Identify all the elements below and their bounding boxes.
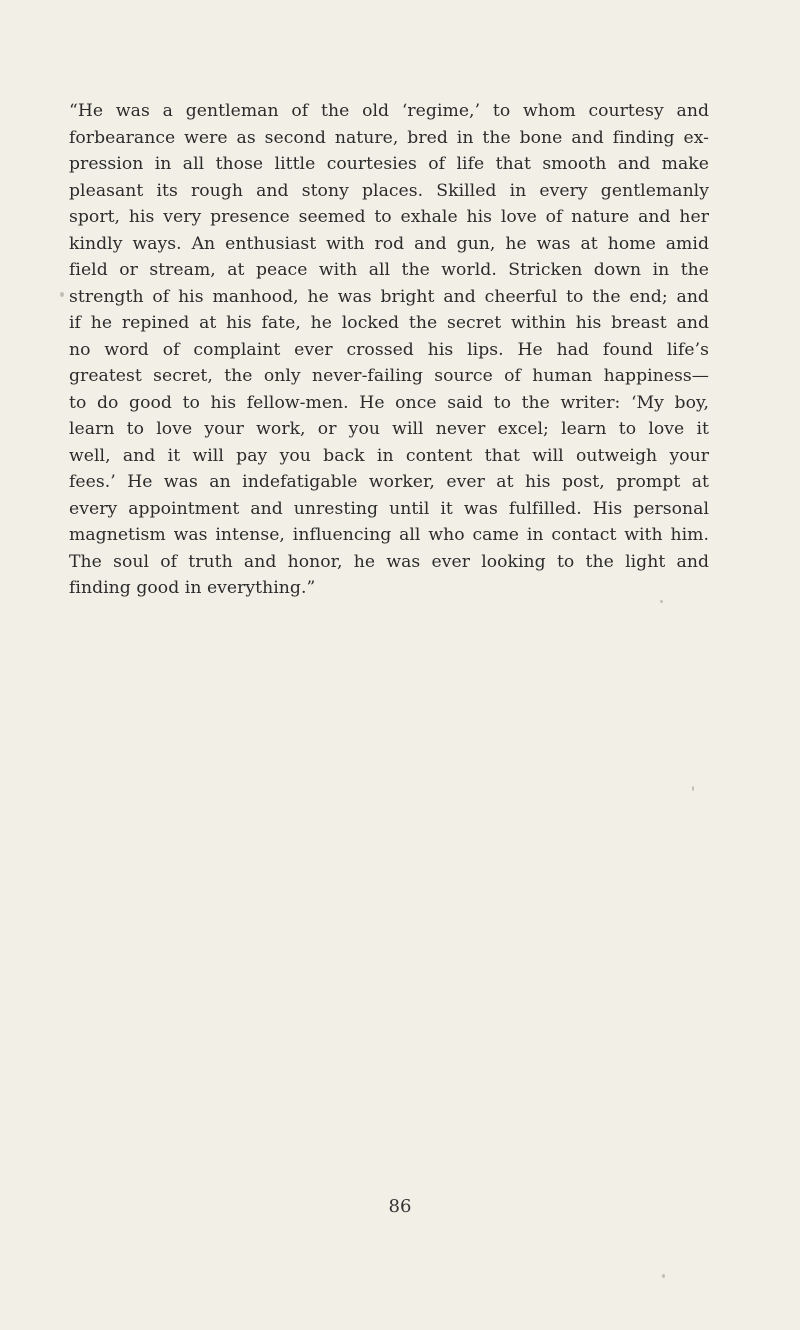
text-line: finding good in everything.” (69, 578, 316, 598)
paper-speck (660, 600, 663, 603)
text-line: pression in all those little courtesies of life that smooth and make (69, 154, 709, 174)
text-line: if he repined at his fate, he locked the secret within his breast and (69, 313, 709, 333)
text-line: sport, his very presence seemed to exhale his love of nature and her (69, 207, 709, 227)
text-line: well, and it will pay you back in content that will outweigh your (69, 445, 709, 466)
text-line: The soul of truth and honor, he was ever looking to the light and (69, 551, 709, 572)
text-line: every appointment and unresting until it was fulfilled. His personal (69, 498, 709, 519)
text-line: forbearance were as second nature, bred in the bone and finding ex- (69, 127, 709, 148)
text-line: learn to love your work, or you will never excel; learn to love it (69, 419, 709, 439)
text-line: pleasant its rough and stony places. Skilled in every gentlemanly (69, 180, 709, 201)
text-line: no word of complaint ever crossed his lips. He had found life’s (69, 339, 709, 360)
text-line: strength of his manhood, he was bright and cheerful to the end; and (69, 286, 709, 307)
text-line: greatest secret, the only never-failing source of human happiness— (69, 366, 709, 386)
text-line: fees.’ He was an indefatigable worker, ever at his post, prompt at (69, 472, 709, 492)
text-line: field or stream, at peace with all the world. Stricken down in the (69, 260, 709, 280)
paper-speck (692, 786, 694, 791)
text-line: kindly ways. An enthusiast with rod and gun, he was at home amid (69, 233, 709, 254)
quoted-passage (69, 98, 709, 602)
page-number: 86 (388, 1196, 412, 1217)
text-line: magnetism was intense, influencing all who came in contact with him. (69, 525, 709, 545)
paper-speck (662, 1274, 665, 1278)
paper-speck (60, 292, 64, 297)
text-line: “He was a gentleman of the old ‘regime,’ to whom courtesy and (69, 101, 709, 121)
text-line: to do good to his fellow-men. He once said to the writer: ‘My boy, (69, 392, 709, 413)
